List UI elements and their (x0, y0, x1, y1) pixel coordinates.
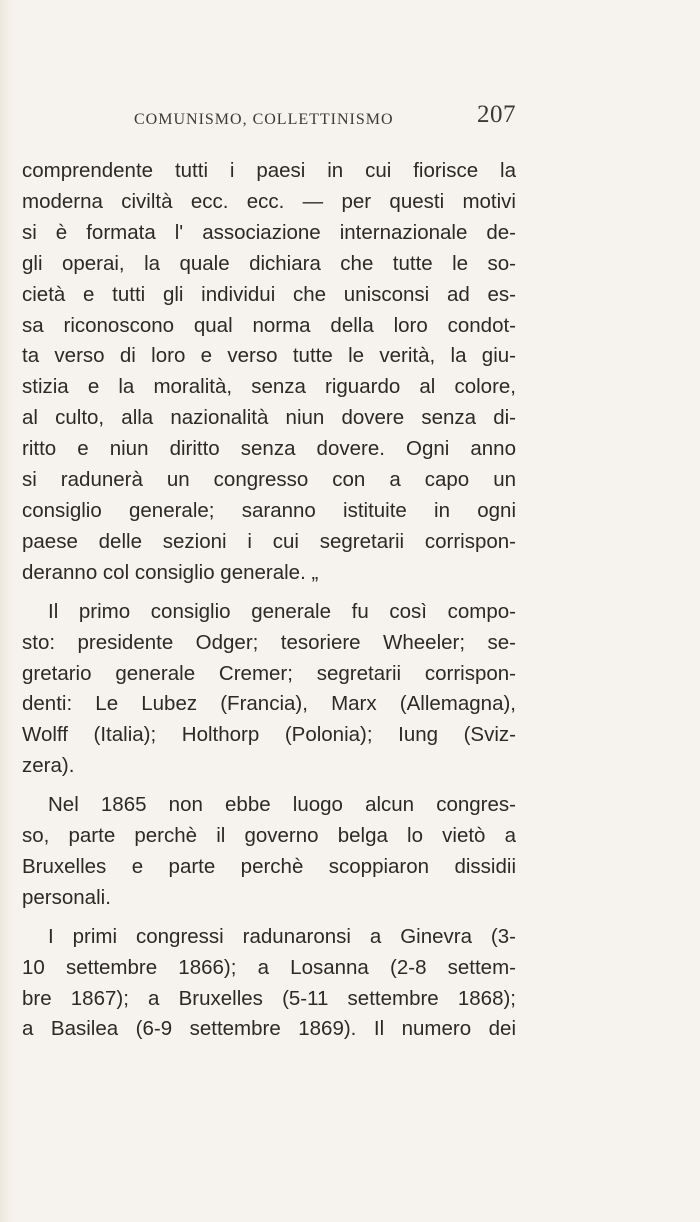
text-line: Bruxelles e parte perchè scoppiaron dissidii (22, 854, 516, 878)
text-line: zera). (22, 754, 75, 778)
text-line: moderna civiltà ecc. ecc. — per questi motivi (22, 189, 516, 213)
text-line: personali. (22, 885, 111, 909)
text-line: al culto, alla nazionalità niun dovere senza di- (22, 406, 516, 430)
text-line: ritto e niun diritto senza dovere. Ogni anno (22, 437, 516, 461)
text-line: sto: presidente Odger; tesoriere Wheeler; se- (22, 630, 516, 654)
text-line: gli operai, la quale dichiara che tutte le so- (22, 251, 516, 275)
text-line: bre 1867); a Bruxelles (5-11 settembre 1868); (22, 986, 516, 1010)
text-line: Wolff (Italia); Holthorp (Polonia); Iung (Sviz- (22, 723, 516, 747)
text-line: comprendente tutti i paesi in cui fiorisce la (22, 159, 516, 182)
text-line: stizia e la moralità, senza riguardo al colore, (22, 375, 516, 399)
text-line: I primi congressi radunaronsi a Ginevra (3- (48, 924, 516, 948)
paragraph (22, 597, 516, 782)
text-line: denti: Le Lubez (Francia), Marx (Allemagna), (22, 692, 516, 716)
text-line: consiglio generale; saranno istituite in ogni (22, 498, 516, 522)
text-line: a Basilea (6-9 settembre 1869). Il numero dei (22, 1017, 516, 1041)
text-line: Il primo consiglio generale fu così compo- (48, 599, 516, 623)
text-line: so, parte perchè il governo belga lo vietò a (22, 824, 516, 848)
page-header (22, 101, 516, 141)
page-gutter-shadow (0, 0, 14, 1222)
paragraph (22, 790, 516, 914)
text-line: si radunerà un congresso con a capo un (22, 468, 516, 492)
text-line: si è formata l' associazione internazionale de- (22, 220, 516, 244)
page-number: 207 (477, 101, 516, 128)
text-line: 10 settembre 1866); a Losanna (2-8 settem- (22, 955, 516, 979)
text-line: deranno col consiglio generale. „ (22, 560, 319, 584)
paragraph (22, 922, 516, 1046)
text-line: ta verso di loro e verso tutte le verità, la giu- (22, 344, 516, 368)
running-title: COMUNISMO, COLLETTINISMO (134, 111, 394, 128)
text-line: cietà e tutti gli individui che unisconsi ad es- (22, 282, 516, 306)
text-line: Nel 1865 non ebbe luogo alcun congres- (48, 793, 516, 817)
paragraph (22, 156, 516, 589)
text-line: sa riconoscono qual norma della loro condot- (22, 313, 516, 337)
body-text (22, 156, 516, 1045)
text-line: gretario generale Cremer; segretarii corrispon- (22, 661, 516, 685)
text-line: paese delle sezioni i cui segretarii corrispon- (22, 529, 516, 553)
